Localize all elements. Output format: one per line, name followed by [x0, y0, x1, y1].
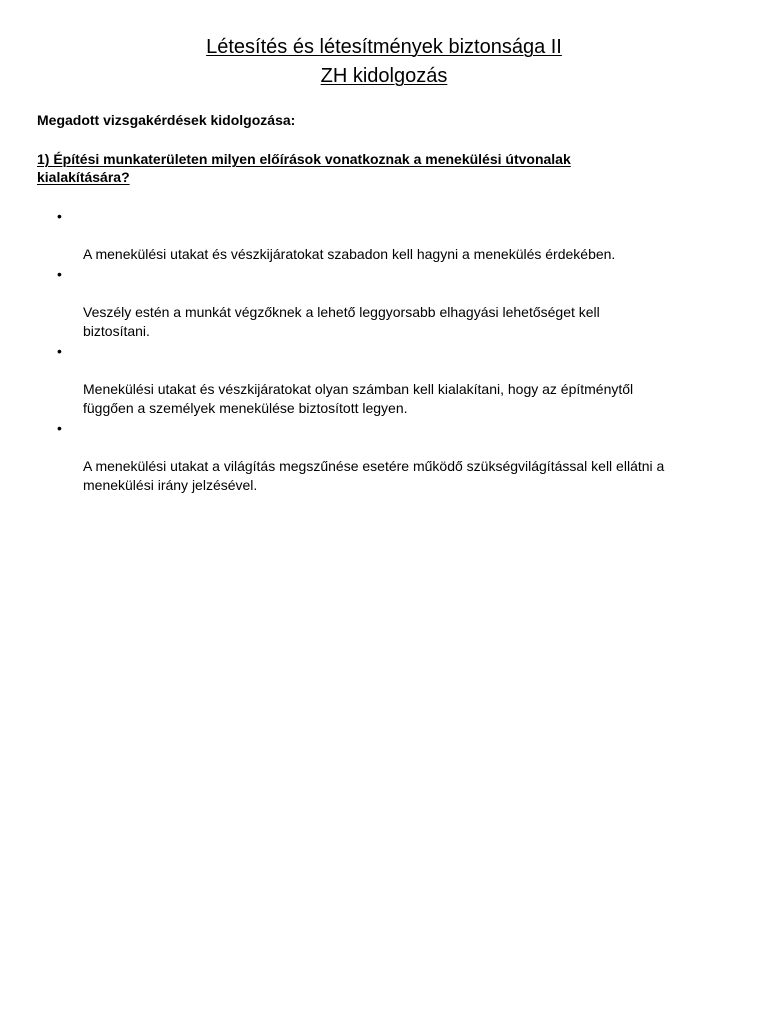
question-heading: 1) Építési munkaterületen milyen előírások vonatkoznak a menekülési útvonalak kialakítására?	[37, 151, 571, 185]
title-line-2: ZH kidolgozás	[320, 65, 448, 87]
section-heading: Megadott vizsgakérdések kidolgozása:	[37, 112, 296, 128]
list-item	[57, 207, 737, 264]
list-item-text: A menekülési utakat a világítás megszűnése esetére működő szükségvilágítással kell ellátni a menekülési irány jelzésével.	[83, 458, 665, 493]
answer-bullet-list	[57, 207, 737, 496]
bullet-icon: •	[57, 420, 62, 436]
bullet-icon: •	[57, 208, 62, 224]
bullet-icon: •	[57, 266, 62, 282]
list-item-text: Veszély estén a munkát végzőknek a lehető leggyorsabb elhagyási lehetőséget kell biztosítani.	[83, 304, 600, 339]
title-line-1: Létesítés és létesítmények biztonsága II	[206, 36, 562, 58]
list-item	[57, 265, 737, 341]
list-item-text: A menekülési utakat és vészkijáratokat szabadon kell hagyni a menekülés érdekében.	[83, 246, 616, 262]
list-item-text: Menekülési utakat és vészkijáratokat olyan számban kell kialakítani, hogy az építménytől függően a személyek menekülése biztosított legyen.	[83, 381, 634, 416]
list-item	[57, 419, 737, 495]
bullet-icon: •	[57, 343, 62, 359]
list-item	[57, 342, 737, 418]
document-title	[0, 33, 768, 91]
